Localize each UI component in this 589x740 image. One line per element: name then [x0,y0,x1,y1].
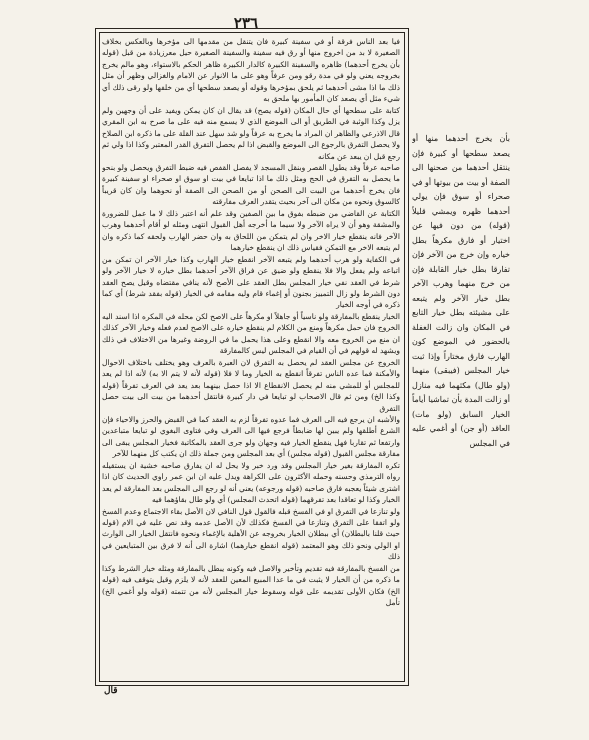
main-commentary-text [102,36,400,676]
main-paragraph: فيا بعد الناس فرقة أو في سفينة كبيرة فان يتنقل من مقدمها الى مؤخرها وبالعكس بخلاف الصغيرة لا بد من اخروج منها أو رق فيه سفينة والسفينة الصغيرة حيل معرزيادة من قبل (قوله بأن يخرج أحدهما) ظاهره والسفينة الكبيرة كالدار الكبيرة ظاهر الحكم بالاستواء، وهو مالم يخرج بخروجه يعني ولو في مدة رقو ومن عرفاً وهو على ما الانوار عن الامام والغزالي وظهر أن مثل ذلك ما اذا مشى أحدهما ثم يلحق بمؤخرها وقوله أو يصعد سطحها أي من خلفها ولو رقى ذلك أي شيء مثل أي يصعد كان المأمور بها ملحق به [102,37,400,104]
main-paragraph: ولو تنازعا في التفرق او في الفسخ قبله فالقول قول النافي لان الأصل بقاء الاجتماع وعدم الفسخ ولو اتفقا على التفرق وتنازعا في الفسخ فكذلك لأن الأصل عدمه وقد نص عليه في الام (قوله حيث قلنا بالبطلان) أي ببطلان الخيار بخروجه عن الأهلية بالإغماء ونحوه فانتقل الخيار الى الوارث او الولي ونحو ذلك وهو المعتمد (قوله انقطع خيارهما) اشارة الى أنه لا فرق بين المتبايعين في ذلك [102,506,400,562]
main-paragraph: كتابة على سطحها أي حال المكان (قوله يصح) قد يقال ان كان يمكن ويفيد على أن وجهين ولم يزل وكذا الوثبة في الطريق أو الى الموضع الذي لا يسمع منه فيه على ما صرح به ابن المقري قال الاذرعي والظاهر ان المراد ما يخرج به عرفاً ولو شد سهل عند القلة على ما ذكره ابن الصلاح ولا يحصل التفرق بالرجوع الى الموضع والقبض اذا لم يحصل التفرق القدر المعتبر وكذا اذا ولي ثم رجع قبل ان يبعد عن مكانه [102,105,400,161]
catchword: قال [104,686,118,696]
main-paragraph: في الكفاية ولو هرب أحدهما ولم يتبعه الآخر انقطع خيار الهارب وكذا خيار الآخر ان تمكن من اتباعه ولم يفعل والا فلا ينقطع ولو ضيق عن فراق الآخر أحدهما بطل خياره لا خيار الآخر ولو شرط في العقد نفي خيار المجلس بطل العقد على الأصح لأنه ينافي مقتضاه وقيل يصح العقد دون الشرط ولو زال التمييز بجنون أو إغماء قام وليه مقامه في الخيار (قوله بفقد شرط) أي كما ذكره في أوجه الخيار [102,254,400,310]
margin-paragraph: بأن يخرج أحدهما منها أو يصعد سطحها أو كبيرة فإن ينتقل أحدهما من صحنها الى الصفة أو بيت من بيوتها أو في صحراء أو سوق فإن يولي أحدهما ظهره ويمشي قليلاً (قوله) من دون فيها عن اختيار أو فارق مكرهاً بطل خياره وإن خرج من الآخر فإن تفارقا بطل خيار القابلة فإن من خرج منهما وهرب الآخر بطل خيار الآخر ولم يتبعه على مشيئته بطل خيار التابع في المكان وان زالت الغفلة بالحضور في الموضع كون الهارب فارق مختاراً وإذا ثبت خيار المجلس (فيبقى) منهما (ولو طال) مكثهما فيه منازل أو زالت المدة بأن تماشيا أياماً الخيار السابق (ولو مات) العاقد (أو جن) أو أغمي عليه في المجلس [412,134,510,448]
main-paragraph: صاحبه عرفاً وقد يطول القصر وبنقل المسجد لا يفصل القفص فيه ضبط التفرق ويحصل ولو بنحو ما يحصل به التفرق في الحج ومثل ذلك ما اذا تبايعا في بيت او سوق او صحراء او سفينة كبيرة فان يخرج أحدهما من البيت الى الصحن أو من الصحن الى الصفة أو نحوهما وان كان قريباً كالسوق ونحوه من مكان الى آخر بحيث يتقدر العرف مفارقته [102,162,400,207]
main-paragraph: تكره المفارقة بغير خيار المجلس وقد ورد خبر ولا يحل له ان يفارق صاحبه خشية ان يستقيله رواه الترمذي وحسنه وحمله الأكثرون على الكراهة ويدل عليه ان ابن عمر راوي الحديث كان اذا اشترى شيئاً يعجبه فارق صاحبه (قوله ورجوعه) يعني أنه لو رجع الى المجلس بعد المفارقة لم يعد الخيار وكذا لو تعاقدا بعد تفرقهما (قوله اتحدث المجلس) أي ولو طال بقاؤهما فيه [102,460,400,505]
main-paragraph: الخيار ينقطع بالمفارقة ولو ناسياً أو جاهلاً او مكرهاً على الاصح لكن محله في المكره اذا اسند اليه الخروج فان حمل مكرهاً ومنع من الكلام لم ينقطع خياره على الاصح لعدم فعله وخيار الآخر كذلك ان منع من الخروج معه والا انقطع وعلى هذا يحمل ما في الروضة وغيرها من الاختلاف في ذلك ويشهد له قولهم في أن القيام في المجلس ليس كالمفارقة [102,311,400,356]
main-paragraph: من الفسخ بالمفارقة فيه تقديم وتأخير والاصل فيه وكونه يبطل بالمفارقة ومثله خيار الشرط وكذا ما ذكره من أن الخيار لا يثبت في ما عدا المبيع المعين للعقد لأنه لا يلزم وقيل يتوقف فيه (قوله الخ) فكان الأولى تقديمه على قوله وسقوط خيار المجلس لأنه من تتمته (قوله ولو أغمي الخ) تأمل [102,563,400,608]
main-paragraph: الخروج عن مجلس العقد لم يحصل به التفرق لان العبرة بالعرف وهو يختلف باختلاف الاحوال والأمكنة فما عده الناس تفرقاً انقطع به الخيار وما لا فلا (قوله لأنه لا يتم الا به) لأنه اذا لم يعد للمجلس أو للمشي منه لم يحصل الانقطاع الا اذا حصل بينهما بعد يعد في العرف تفرقاً (قوله وكذا الخ) ومن ثم قال الاصحاب لو تبايعا في دار كبيرة فانتقل أحدهما من بيت الى بيت حصل التفرق [102,357,400,413]
margin-note [412,132,510,562]
main-paragraph: والأشبه ان يرجع فيه الى العرف فما عدوه تفرقاً لزم به العقد كما في القبض والحرز والاحياء فإن الشرع أطلقها ولم يبين لها ضابطاً فرجع فيها الى العرف وفي فتاوى البغوي لو تبايعا متباعدين وارتفعا ثم تقاربا فهل ينقطع الخيار فيه وجهان ولو جرى العقد بالمكاتبة فخيار المجلس يبقى الى مفارقة مجلس القبول (قوله مجلس) أي بعد المجلس ومن جملة ذلك ان يكتب كل منهما للآخر [102,414,400,459]
page-number: ٢٣٦ [233,14,259,32]
main-paragraph: الكتابة عن القاضي من ضبطه بفوق ما بين الصفين وقد علم أنه اعتبر ذلك لا ما عمل للضرورة والمشقة وهو أن لا يراه الآخر ولا سيما ما أخرجه أهل القبول انتهى ومثله لو أقام أحدهما وهرب الآخر فانه ينقطع خيار الاخر وان لم يتمكن من اللحاق به وان حضر الهارب ولحقه كما ذكره وان لم يتبعه الاخر مع التمكن فقياس ذلك ان ينقطع خيارهما [102,208,400,253]
